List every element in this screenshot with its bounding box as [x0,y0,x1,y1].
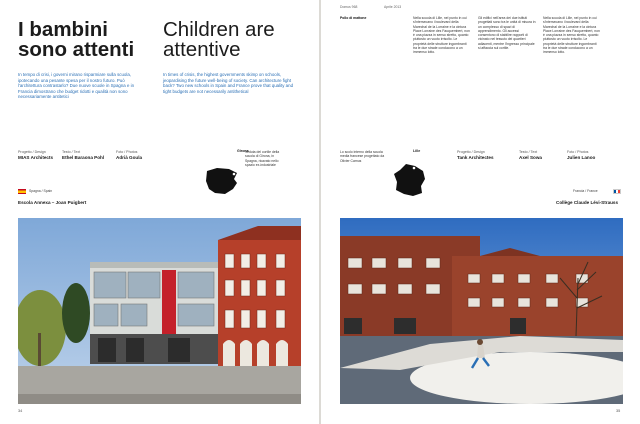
header-magazine: Domus 968 [340,5,358,9]
school-photo-girona [18,218,301,404]
credit-design: Progetto / Design MIAS Architects [18,150,54,160]
location-france: Francia / France [573,189,598,193]
body-col-2: Gli edifici nell'area dei due istituti progettati sono tra le unità di misura in un complesso di spazi di apprendimento. Gli accessi consentono di stabilire rapporti di vicinato nel tessuto dei quartieri adiacenti, mentre l'ingresso principale si affaccia sul cortile. [478,16,536,51]
map-label-girona: Girona [237,149,249,153]
location-spain: Spagna / Spain [29,189,53,193]
intro-english: In times of crisis, the highest governments skimp on schools, jeopardising the future well-being of society. Can architecture fight back? Two new schools in Spain and France prove that quality and tight budgets are not necessarily antithetical [163,72,294,94]
body-col-3: Nella scuola di Lille, nel punto in cui s'intersecano i boulevard della Marechal de la Lorraine e la cintura Place Lorraine des Fauquembert, non è una piazza in senso stretto, quanto piuttosto un vuoto irrisolto. Le proprietà delle strutture ingombranti tra le due strade conducono a un immenso lotto. [543,16,600,55]
left-page [0,0,319,424]
flag-france-icon [613,189,621,194]
school-name-right: Collège Claude Lévi-Strauss [556,200,619,205]
body-col-1: Nella scuola di Lille, nel punto in cui s'intersecano i boulevard della Marechal de la Lorraine e la cintura Place Lorraine des Fauquembert, non è una piazza in senso stretto, quanto piuttosto un vuoto irrisolto. Le proprietà delle strutture ingombranti tra le due strade conducono a un immenso lotto. [413,16,470,55]
credit-text: Testo / Text Ethel Baraona Pohl [62,150,105,160]
credit-photos: Foto / Photos Adrià Goula [116,150,143,160]
page-number-left: 34 [18,409,23,413]
school-name-left: Escola Annexa – Joan Puigbert [18,200,87,205]
credit-text-right: Testo / Text Axel Sowa [519,150,542,160]
header-section: Pollo di mattone [340,16,367,20]
school-photo-lille [340,218,623,404]
intro-italian: In tempo di crisi, i governi mirano risparmiare sulla scuola, ipotecando una pesante spesa per il nostro futuro. Può l'architettura contrastarlo? Due nuove scuole in Spagna e in Francia dimostrano che budget ridotti e qualità non sono necessariamente antitetici [18,72,135,100]
title-english: Children are attentive [163,18,275,61]
flag-spain-icon [18,189,26,194]
map-label-lille: Lille [413,149,421,153]
france-map-icon [391,162,429,198]
caption-right: Lo scolo interno della scuola media francese progettato da Olivier Camus [340,150,385,163]
title-italian: I bambini sono attenti [18,18,135,61]
page-number-right: 35 [616,409,621,413]
header-date: Aprile 2013 [384,5,402,9]
credit-design-right: Progetto / Design Tank Architectes [457,150,494,160]
caption-left: Veduta del cortile della scuola di Girona, in Spagna, ricavato nello spazio ex-industriale [245,150,280,167]
spain-map-icon [203,165,241,197]
credit-photos-right: Foto / Photos Julien Lanoo [567,150,596,160]
